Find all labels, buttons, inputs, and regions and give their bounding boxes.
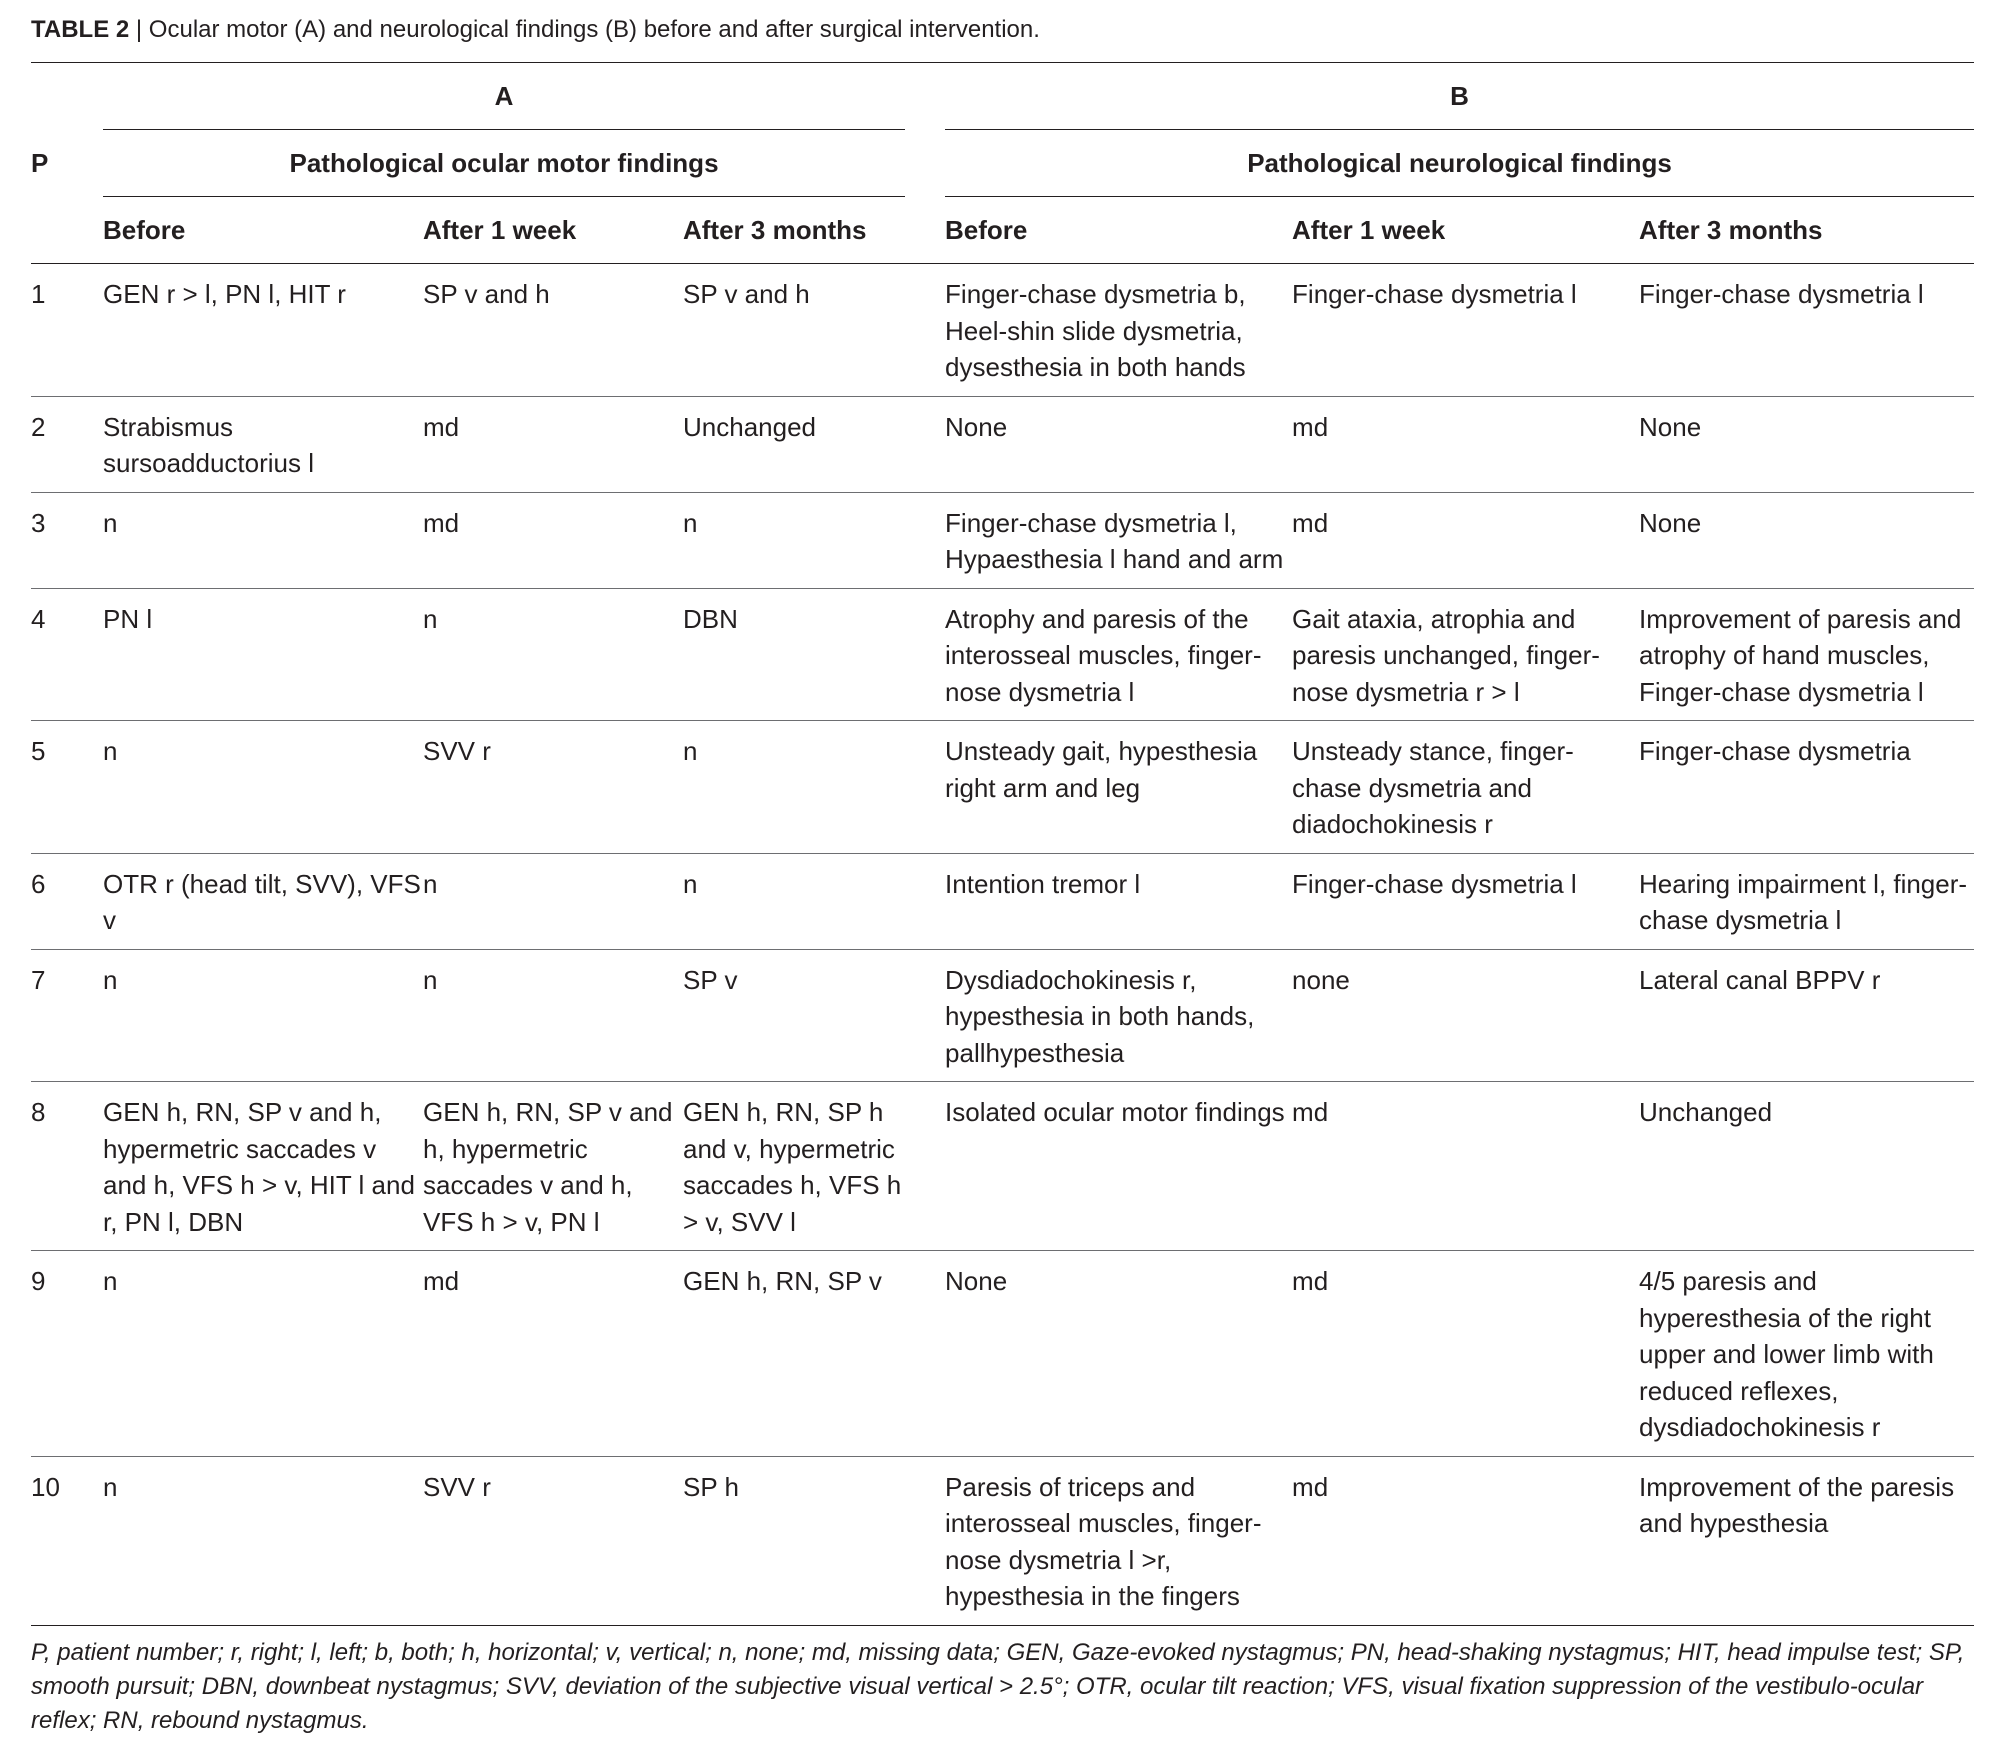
ocular-motor-header: Pathological ocular motor findings: [103, 130, 905, 197]
ocular-after-3-months-cell: n: [683, 721, 905, 854]
neuro-before-cell: Atrophy and paresis of the interosseal muscles, finger-nose dysmetria l: [945, 588, 1292, 721]
column-header: After 1 week: [423, 214, 577, 245]
table-row: [31, 853, 1974, 949]
neuro-after-3-months-cell: Finger-chase dysmetria l: [1639, 264, 1974, 397]
ocular-before-cell: n: [103, 492, 423, 588]
column-header: After 3 months: [1639, 214, 1823, 245]
column-gap: [905, 1456, 945, 1625]
column-gap: [905, 853, 945, 949]
ocular-before-cell: GEN h, RN, SP v and h, hypermetric saccades v and h, VFS h > v, HIT l and r, PN l, DBN: [103, 1082, 423, 1251]
neuro-after-1-week-cell: md: [1292, 492, 1639, 588]
table-row: [31, 588, 1974, 721]
ocular-after-3-months-cell: GEN h, RN, SP h and v, hypermetric saccades h, VFS h > v, SVV l: [683, 1082, 905, 1251]
group-b-header: B: [945, 63, 1974, 130]
neuro-after-3-months-cell: Improvement of paresis and atrophy of hand muscles, Finger-chase dysmetria l: [1639, 588, 1974, 721]
neuro-after-1-week-cell: md: [1292, 1082, 1639, 1251]
ocular-after-1-week-cell: md: [423, 396, 683, 492]
table-caption: [31, 14, 1974, 48]
group-a-header: A: [103, 63, 905, 130]
neurological-header: Pathological neurological findings: [945, 130, 1974, 197]
neuro-after-3-months-cell: Improvement of the paresis and hypesthesia: [1639, 1456, 1974, 1625]
column-header: After 1 week: [1292, 214, 1446, 245]
column-gap: [905, 264, 945, 397]
table-row: [31, 1251, 1974, 1457]
column-header: Before: [945, 214, 1028, 245]
ocular-after-1-week-cell: n: [423, 949, 683, 1082]
table-body: [31, 264, 1974, 1626]
table-caption-label: TABLE 2: [31, 16, 130, 43]
ocular-after-1-week-cell: md: [423, 492, 683, 588]
column-header: Before: [103, 214, 186, 245]
ocular-before-cell: OTR r (head tilt, SVV), VFS v: [103, 853, 423, 949]
ocular-before-cell: n: [103, 721, 423, 854]
ocular-after-1-week-cell: n: [423, 853, 683, 949]
neuro-after-3-months-cell: Hearing impairment l, finger-chase dysmetria l: [1639, 853, 1974, 949]
patient-number-cell: 10: [31, 1456, 103, 1625]
ocular-before-cell: n: [103, 1251, 423, 1457]
column-gap: [905, 396, 945, 492]
table-row: [31, 264, 1974, 397]
column-gap: [905, 1251, 945, 1457]
ocular-before-cell: PN l: [103, 588, 423, 721]
column-gap: [905, 492, 945, 588]
neuro-after-3-months-cell: None: [1639, 492, 1974, 588]
neuro-before-cell: Isolated ocular motor findings: [945, 1082, 1292, 1251]
table-row: [31, 396, 1974, 492]
ocular-after-3-months-cell: SP v: [683, 949, 905, 1082]
neuro-before-cell: Finger-chase dysmetria l, Hypaesthesia l hand and arm: [945, 492, 1292, 588]
column-gap: [905, 588, 945, 721]
column-gap: [905, 1082, 945, 1251]
neuro-after-1-week-cell: Finger-chase dysmetria l: [1292, 264, 1639, 397]
patient-number-cell: 8: [31, 1082, 103, 1251]
neuro-after-1-week-cell: md: [1292, 396, 1639, 492]
table-row: [31, 1082, 1974, 1251]
ocular-after-3-months-cell: SP v and h: [683, 264, 905, 397]
ocular-after-3-months-cell: n: [683, 492, 905, 588]
ocular-after-3-months-cell: DBN: [683, 588, 905, 721]
patient-number-cell: 9: [31, 1251, 103, 1457]
patient-number-cell: 1: [31, 264, 103, 397]
column-header: After 3 months: [683, 214, 867, 245]
neuro-before-cell: Dysdiadochokinesis r, hypesthesia in both hands, pallhypesthesia: [945, 949, 1292, 1082]
neuro-before-cell: None: [945, 1251, 1292, 1457]
ocular-after-3-months-cell: Unchanged: [683, 396, 905, 492]
patient-number-cell: 4: [31, 588, 103, 721]
ocular-after-1-week-cell: GEN h, RN, SP v and h, hypermetric saccades v and h, VFS h > v, PN l: [423, 1082, 683, 1251]
table-row: [31, 1456, 1974, 1625]
patient-number-cell: 6: [31, 853, 103, 949]
patient-number-cell: 5: [31, 721, 103, 854]
neuro-after-3-months-cell: Lateral canal BPPV r: [1639, 949, 1974, 1082]
findings-table: [31, 62, 1974, 1626]
neuro-after-1-week-cell: Finger-chase dysmetria l: [1292, 853, 1639, 949]
neuro-before-cell: Finger-chase dysmetria b, Heel-shin slide dysmetria, dysesthesia in both hands: [945, 264, 1292, 397]
column-gap: [905, 949, 945, 1082]
ocular-after-1-week-cell: SVV r: [423, 721, 683, 854]
ocular-after-1-week-cell: md: [423, 1251, 683, 1457]
neuro-after-1-week-cell: md: [1292, 1251, 1639, 1457]
neuro-after-1-week-cell: none: [1292, 949, 1639, 1082]
ocular-before-cell: Strabismus sursoadductorius l: [103, 396, 423, 492]
neuro-after-3-months-cell: None: [1639, 396, 1974, 492]
neuro-after-1-week-cell: Gait ataxia, atrophia and paresis unchanged, finger-nose dysmetria r > l: [1292, 588, 1639, 721]
ocular-after-1-week-cell: SVV r: [423, 1456, 683, 1625]
table-footnote: P, patient number; r, right; l, left; b, both; h, horizontal; v, vertical; n, none; md, missing data; GEN, Gaze-evoked nystagmus; PN, head-shaking nystagmus; HIT, head impulse test; SP, smooth pursuit; DBN, downbeat nystagmus; SVV, deviation of the subjective visual vertical > 2.5°; OTR, ocular tilt reaction; VFS, visual fixation suppression of the vestibulo-ocular reflex; RN, rebound nystagmus.: [31, 1638, 1965, 1734]
ocular-after-3-months-cell: n: [683, 853, 905, 949]
neuro-before-cell: Unsteady gait, hypesthesia right arm and leg: [945, 721, 1292, 854]
patient-number-cell: 2: [31, 396, 103, 492]
patient-number-cell: 7: [31, 949, 103, 1082]
ocular-before-cell: n: [103, 1456, 423, 1625]
neuro-after-3-months-cell: Unchanged: [1639, 1082, 1974, 1251]
table-row: [31, 721, 1974, 854]
patient-column-header: P: [31, 147, 49, 178]
ocular-before-cell: n: [103, 949, 423, 1082]
neuro-before-cell: Paresis of triceps and interosseal muscles, finger-nose dysmetria l >r, hypesthesia in the fingers: [945, 1456, 1292, 1625]
neuro-after-3-months-cell: Finger-chase dysmetria: [1639, 721, 1974, 854]
ocular-after-3-months-cell: SP h: [683, 1456, 905, 1625]
neuro-after-1-week-cell: Unsteady stance, finger-chase dysmetria and diadochokinesis r: [1292, 721, 1639, 854]
table-row: [31, 492, 1974, 588]
ocular-after-3-months-cell: GEN h, RN, SP v: [683, 1251, 905, 1457]
patient-number-cell: 3: [31, 492, 103, 588]
table-caption-text: | Ocular motor (A) and neurological findings (B) before and after surgical intervention.: [129, 16, 1040, 43]
neuro-after-1-week-cell: md: [1292, 1456, 1639, 1625]
neuro-before-cell: Intention tremor l: [945, 853, 1292, 949]
ocular-before-cell: GEN r > l, PN l, HIT r: [103, 264, 423, 397]
neuro-before-cell: None: [945, 396, 1292, 492]
table-row: [31, 949, 1974, 1082]
neuro-after-3-months-cell: 4/5 paresis and hyperesthesia of the right upper and lower limb with reduced reflexes, dysdiadochokinesis r: [1639, 1251, 1974, 1457]
ocular-after-1-week-cell: n: [423, 588, 683, 721]
ocular-after-1-week-cell: SP v and h: [423, 264, 683, 397]
column-gap: [905, 721, 945, 854]
